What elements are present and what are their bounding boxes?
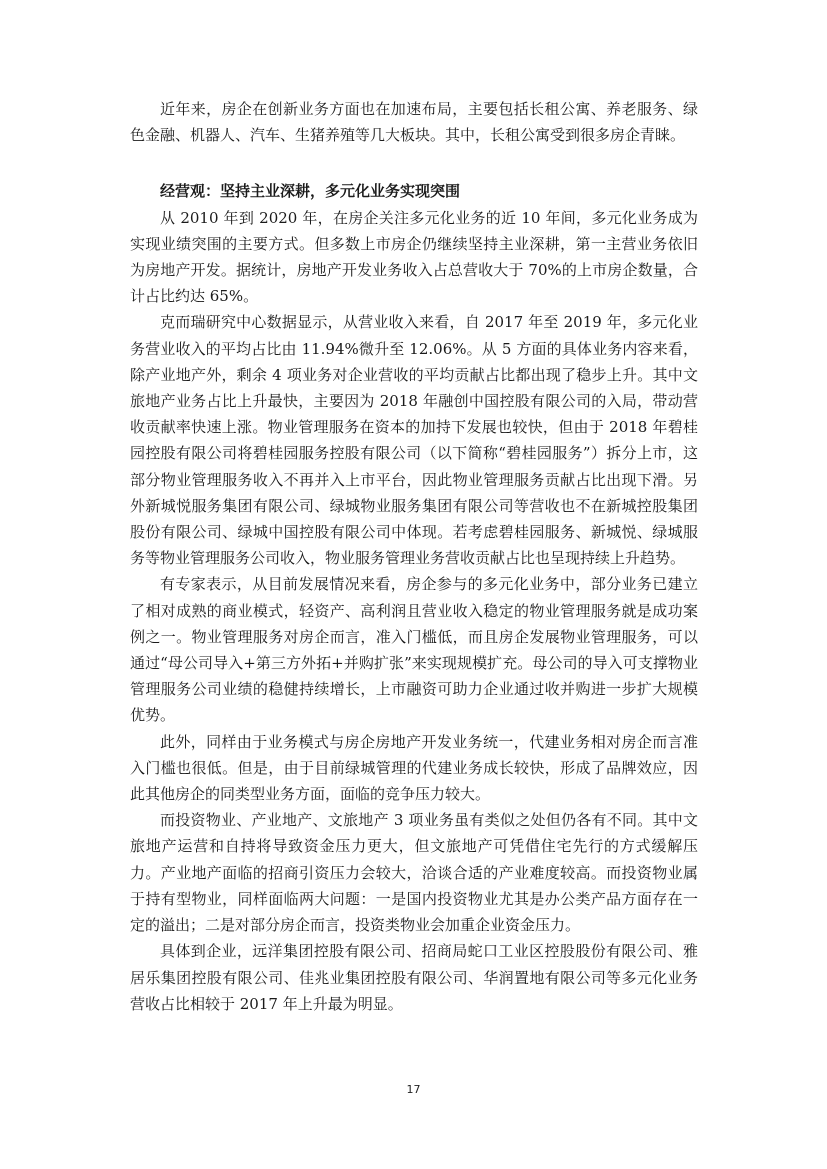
- body-paragraph-6: 具体到企业，远洋集团控股有限公司、招商局蛇口工业区控股股份有限公司、雅居乐集团控股有限公司、佳兆业集团控股有限公司、华润置地有限公司等多元化业务营收占比相较于 2017 年上升最为明显。: [130, 942, 698, 1013]
- body-paragraph-3: 有专家表示，从目前发展情况来看，房企参与的多元化业务中，部分业务已建立了相对成熟的商业模式，轻资产、高利润且营业收入稳定的物业管理服务就是成功案例之一。物业管理服务对房企而言，准入门槛低，而且房企发展物业管理服务，可以通过“母公司导入+第三方外拓+并购扩张”来实现规模扩充。母公司的导入可支撑物业管理服务公司业绩的稳健持续增长，上市融资可助力企业通过收并购进一步扩大规模优势。: [130, 575, 698, 725]
- body-paragraph-1: 从 2010 年到 2020 年，在房企关注多元化业务的近 10 年间，多元化业务成为实现业绩突围的主要方式。但多数上市房企仍继续坚持主业深耕，第一主营业务依旧为房地产开发。据统计，房地产开发业务收入占总营收大于 70%的上市房企数量，合计占比约达 65%。: [130, 208, 698, 306]
- page-content: [130, 96, 698, 1017]
- page-number: 17: [406, 1083, 421, 1096]
- body-paragraph-5: 而投资物业、产业地产、文旅地产 3 项业务虽有类似之处但仍各有不同。其中文旅地产运营和自持将导致资金压力更大，但文旅地产可凭借住宅先行的方式缓解压力。产业地产面临的招商引资压力会较大，洽谈合适的产业难度较高。而投资物业属于持有型物业，同样面临两大问题：一是国内投资物业尤其是办公类产品方面存在一定的溢出；二是对部分房企而言，投资类物业会加重企业资金压力。: [130, 811, 698, 935]
- body-paragraph-4: 此外，同样由于业务模式与房企房地产开发业务统一，代建业务相对房企而言准入门槛也很低。但是，由于目前绿城管理的代建业务成长较快，形成了品牌效应，因此其他房企的同类型业务方面，面临的竞争压力较大。: [130, 732, 698, 804]
- paragraph-gap: [130, 148, 698, 178]
- intro-paragraph: 近年来，房企在创新业务方面也在加速布局，主要包括长租公寓、养老服务、绿色金融、机器人、汽车、生猪养殖等几大板块。其中，长租公寓受到很多房企青睐。: [130, 100, 698, 145]
- body-paragraph-2: 克而瑞研究中心数据显示，从营业收入来看，自 2017 年至 2019 年，多元化业务营业收入的平均占比由 11.94%微升至 12.06%。从 5 方面的具体业务内容来看，除产业地产外，剩余 4 项业务对企业营收的平均贡献占比都出现了稳步上升。其中文旅地产业务占比上升最快，主要因为 2018 年融创中国控股有限公司的入局，带动营收贡献率快速上涨。物业管理服务在资本的加持下发展也较快，但由于 2018 年碧桂园控股有限公司将碧桂园服务控股有限公司（以下简称“碧桂园服务”）拆分上市，这部分物业管理服务收入不再并入上市平台，因此物业管理服务贡献占比出现下滑。另外新城悦服务集团有限公司、绿城物业服务集团有限公司等营收也不在新城控股集团股份有限公司、绿城中国控股有限公司中体现。若考虑碧桂园服务、新城悦、绿城服务等物业管理服务公司收入，物业服务管理业务营收贡献占比也呈现持续上升趋势。: [130, 313, 698, 568]
- section-heading: 经营观：坚持主业深耕，多元化业务实现突围: [160, 182, 461, 201]
